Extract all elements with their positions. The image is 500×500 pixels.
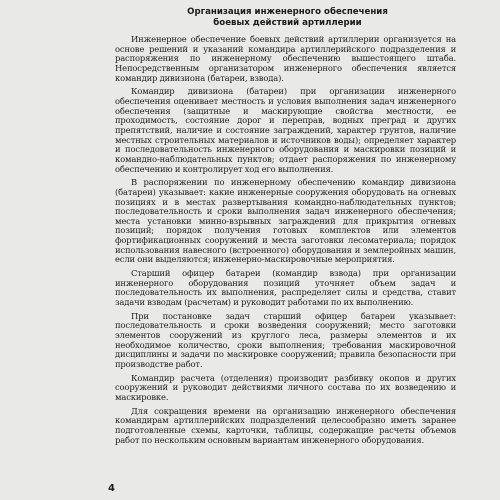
paragraph-6: Командир расчета (отделения) производит разбивку окопов и других сооружений и руководит действиями личного состава по их возведению и маскировке. (115, 372, 456, 402)
page-title-line-2: боевых действий артиллерии (213, 18, 362, 28)
paragraph-7: Для сокращения времени на организацию инженерного обеспечения командирам артиллерийских подразделений целесообразно иметь заранее подготовленные схемы, карточки, таблицы, содержащие расчеты объемов работ по нескольким основным вариантам инженерного оборудования. (115, 405, 456, 445)
paragraph-2: Командир дивизиона (батареи) при организации инженерного обеспечения оценивает местность и условия выполнения задач инженерного обеспечения (защитные и маскирующие свойства местности, ее проходимость, состояние дорог и переправ, водных преград и других препятствий, наличие и состояние заграждений, характер грунтов, наличие местных строительных материалов и источников воды); определяет характер и последовательность инженерного оборудования и маскировки позиций и командно-наблюдательных пунктов; отдает распоряжения по инженерному обеспечению и контролирует ход его выполнения. (115, 86, 456, 174)
paragraph-3: В распоряжении по инженерному обеспечению командир дивизиона (батареи) указывает: какие инженерные сооружения оборудовать на огневых позициях и в местах развертывания командно-наблюдательных пунктов; последовательность и сроки выполнения задач инженерного обеспечения; места установки минно-взрывных заграждений для прикрытия огневых позиций; порядок получения готовых комплектов или элементов фортификационных сооружений и места заготовки лесоматериала; порядок использования навесного (встроенного) оборудования и землеройных машин, если они выделяются; инженерно-маскировочные мероприятия. (115, 177, 456, 265)
paragraph-5: При постановке задач старший офицер батареи указывает: последовательность и сроки возведения сооружений; место заготовки элементов сооружений из круглого леса, размеры элементов и их необходимое количество, сроки выполнения; требования маскировочной дисциплины и задачи по маскировке сооружений; правила безопасности при производстве работ. (115, 310, 456, 369)
page-title (115, 7, 456, 29)
page-number: 4 (108, 483, 115, 494)
paragraph-1: Инженерное обеспечение боевых действий артиллерии организуется на основе решений и указаний командира артиллерийского подразделения и распоряжения по инженерному обеспечению вышестоящего штаба. Непосредственным организатором инженерного обеспечения является командир дивизиона (батареи, взвода). (115, 34, 456, 83)
page-title-line-1: Организация инженерного обеспечения (187, 7, 388, 17)
paragraph-4: Старший офицер батареи (командир взвода) при организации инженерного оборудования позиций уточняет объем задач и последовательность их выполнения, распределяет силы и средства, ставит задачи взводам (расчетам) и руководит работами по их выполнению. (115, 268, 456, 308)
